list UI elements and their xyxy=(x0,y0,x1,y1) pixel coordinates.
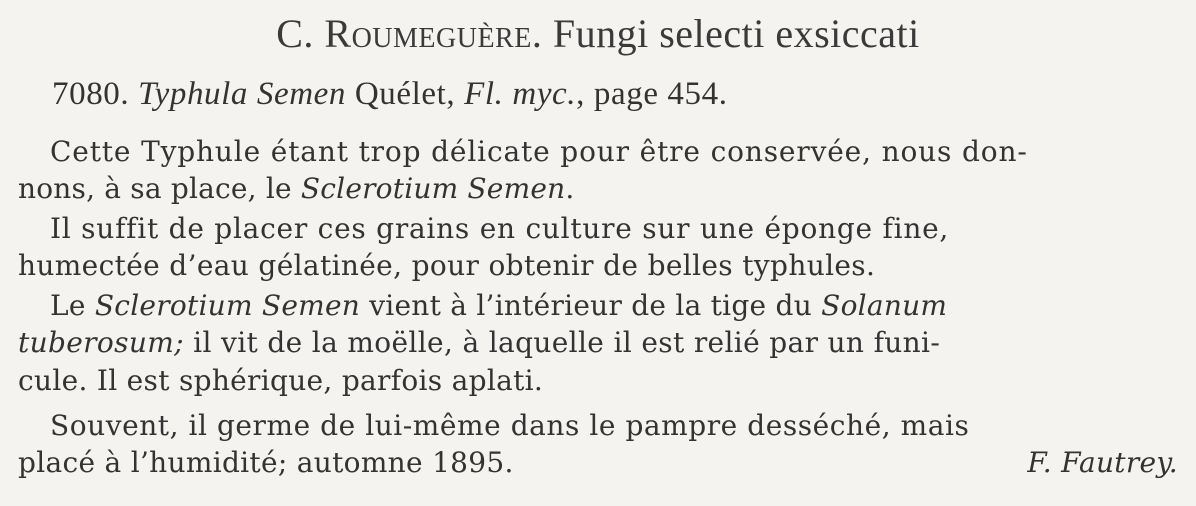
p3-line2-text: il vit de la moëlle, à laquelle il est relié par un funi- xyxy=(183,326,941,359)
paragraph-3-line-3: cule. Il est sphérique, parfois aplati. xyxy=(18,364,544,397)
paragraph-1-line-1: Cette Typhule étant trop délicate pour être conservée, nous don- xyxy=(50,135,1028,168)
paragraph-4-line-1: Souvent, il germe de lui-même dans le pampre desséché, mais xyxy=(50,409,970,442)
paragraph-3-line-2 xyxy=(18,326,941,359)
entry-taxon: Typhula Semen xyxy=(138,76,347,112)
header-title xyxy=(0,11,1196,56)
paragraph-1-line-2 xyxy=(18,172,575,205)
entry-work: Fl. myc. xyxy=(464,76,577,112)
paragraph-2-line-2: humectée d’eau gélatinée, pour obtenir de belles typhules. xyxy=(18,249,876,282)
p4-line2-text: placé à l’humidité; automne 1895. xyxy=(18,446,514,479)
entry-page-ref: , page 454. xyxy=(576,76,728,112)
p3-line1-mid: vient à l’intérieur de la tige du xyxy=(360,289,822,322)
header-series: Fungi selecti exsiccati xyxy=(552,11,920,56)
p3-line2-italic: tuberosum; xyxy=(18,326,184,359)
entry-number: 7080. xyxy=(52,76,130,112)
p1-line2-text: nons, à sa place, le xyxy=(18,172,301,205)
p1-line2-end: . xyxy=(565,172,575,205)
header-author: C. Roumeguère. xyxy=(276,11,543,56)
entry-line xyxy=(52,78,728,111)
signature: F. Fautrey. xyxy=(1027,446,1178,479)
paragraph-2-line-1: Il suffit de placer ces grains en culture sur une éponge fine, xyxy=(50,212,950,245)
p1-line2-italic: Sclerotium Semen xyxy=(300,172,566,205)
p3-line1-text: Le xyxy=(50,289,95,322)
paragraph-3-line-1 xyxy=(50,289,948,322)
p3-line1-italic: Sclerotium Semen xyxy=(94,289,361,322)
entry-authority: Quélet, xyxy=(354,76,456,112)
paragraph-4-line-2 xyxy=(18,446,1178,479)
p3-line1-italic2: Solanum xyxy=(821,289,948,322)
